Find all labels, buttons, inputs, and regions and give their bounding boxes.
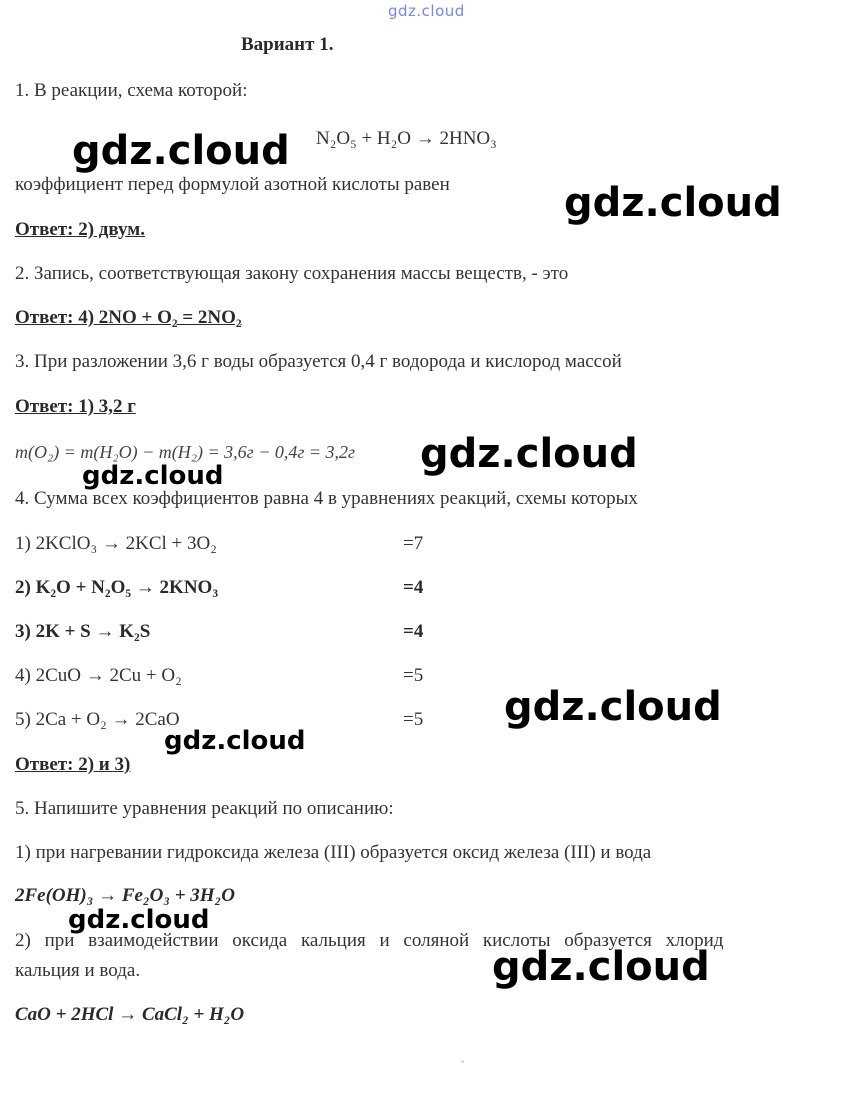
watermark-6: gdz.cloud [164, 726, 306, 756]
question-5-part-2-line-1: 2) при взаимодействии оксида кальция и соляной кислоты образуется хлорид [15, 930, 724, 951]
scan-speck [461, 1060, 464, 1063]
question-5-equation-1: 2Fe(OH)₃ → Fe₂O₃ + 3H₂O [15, 885, 235, 906]
question-1-formula: N₂O₅ + H₂O → 2HNO₃ [316, 128, 497, 149]
option-1-sum: =7 [403, 533, 424, 554]
watermark-5: gdz.cloud [504, 684, 722, 730]
watermark-2: gdz.cloud [564, 180, 782, 226]
option-5-sum: =5 [403, 709, 424, 730]
question-1-text: 1. В реакции, схема которой: [15, 80, 248, 101]
option-4-equation: 4) 2CuO → 2Cu + O₂ [15, 665, 182, 686]
watermark-3: gdz.cloud [420, 431, 638, 477]
question-5-part-2-line-2: кальция и вода. [15, 960, 141, 981]
question-1-continuation: коэффициент перед формулой азотной кислоты равен [15, 174, 450, 195]
option-2-equation: 2) K₂O + N₂O₅ → 2KNO₃ [15, 577, 219, 598]
option-3-sum: =4 [403, 621, 424, 642]
watermark-8: gdz.cloud [492, 944, 710, 990]
option-1-equation: 1) 2KClO₃ → 2KCl + 3O₂ [15, 533, 217, 554]
question-3-calculation: m(O₂) = m(H₂O) − m(H₂) = 3,6г − 0,4г = 3,2г [15, 442, 356, 462]
option-2-sum: =4 [403, 577, 424, 598]
page-title: Вариант 1. [241, 34, 334, 55]
question-1-answer: Ответ: 2) двум. [15, 219, 145, 240]
question-5-equation-2: CaO + 2HCl → CaCl₂ + H₂O [15, 1004, 245, 1025]
option-4-sum: =5 [403, 665, 424, 686]
watermark-4: gdz.cloud [82, 461, 224, 491]
question-4-text: 4. Сумма всех коэффициентов равна 4 в уравнениях реакций, схемы которых [15, 488, 638, 509]
question-3-text: 3. При разложении 3,6 г воды образуется 0,4 г водорода и кислород массой [15, 351, 622, 372]
question-4-answer: Ответ: 2) и 3) [15, 754, 131, 775]
watermark-7: gdz.cloud [68, 905, 210, 935]
question-2-text: 2. Запись, соответствующая закону сохранения массы веществ, - это [15, 263, 569, 284]
top-watermark: gdz.cloud [388, 2, 465, 20]
question-5-part-1: 1) при нагревании гидроксида железа (III) образуется оксид железа (III) и вода [15, 842, 652, 863]
question-2-answer: Ответ: 4) 2NO + O₂ = 2NO₂ [15, 307, 242, 328]
question-3-answer: Ответ: 1) 3,2 г [15, 396, 136, 417]
option-3-equation: 3) 2K + S → K₂S [15, 621, 151, 642]
watermark-1: gdz.cloud [72, 128, 290, 174]
question-5-text: 5. Напишите уравнения реакций по описанию: [15, 798, 394, 819]
option-5-equation: 5) 2Ca + O₂ → 2CaO [15, 709, 180, 730]
